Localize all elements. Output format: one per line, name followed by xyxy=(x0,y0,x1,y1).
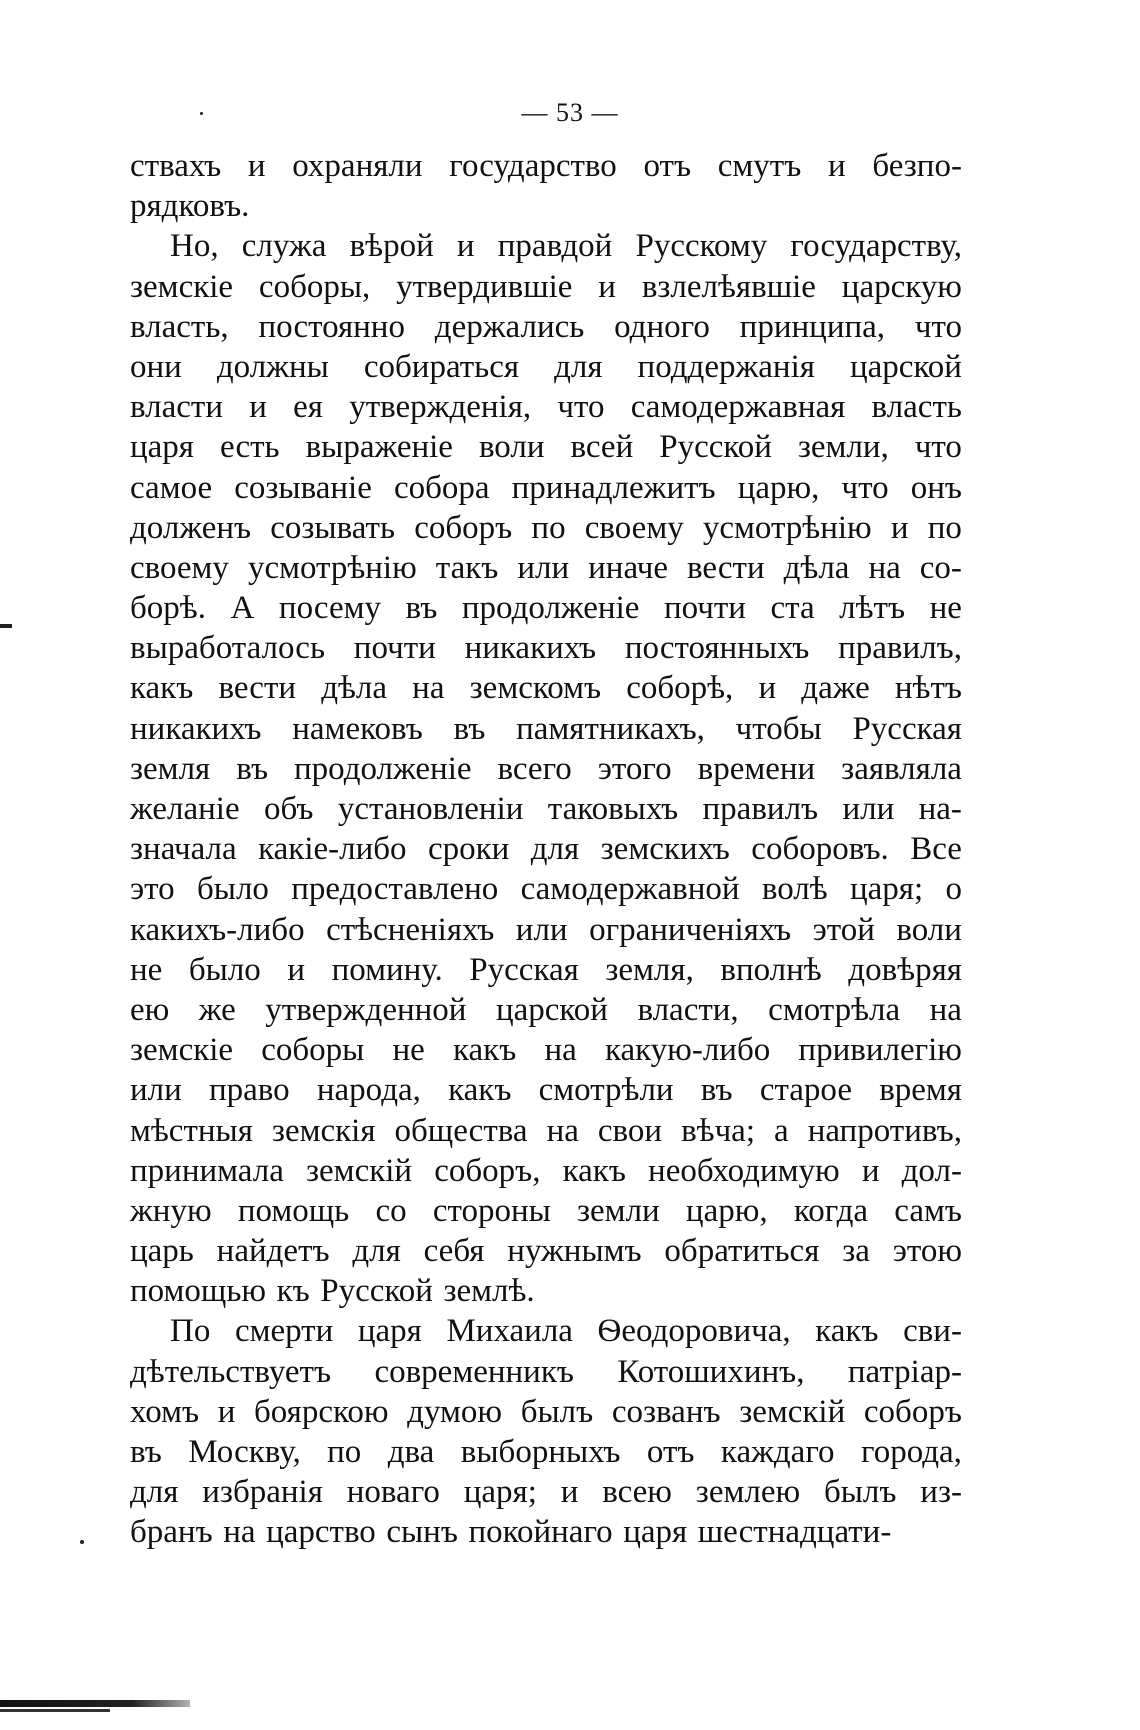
text-line: помощью къ Русской землѣ. xyxy=(130,1273,535,1310)
text-line: не было и помину. Русская земля, вполнѣ довѣряя xyxy=(130,951,962,988)
text-line: желаніе объ установленіи таковыхъ правилъ или на- xyxy=(130,791,962,827)
text-line: ствахъ и охраняли государство отъ смутъ и безпо- xyxy=(130,148,962,184)
text-line: Но, служа вѣрой и правдой Русскому государству, xyxy=(170,228,962,265)
text-line: выработалось почти никакихъ постоянныхъ правилъ, xyxy=(130,630,962,667)
text-line: это было предоставлено самодержавной волѣ царя; о xyxy=(130,871,962,908)
text-line: власть, постоянно держались одного принципа, что xyxy=(130,308,962,345)
text-line: самое созываніе собора принадлежитъ царю, что онъ xyxy=(130,469,962,506)
page-number: — 53 — xyxy=(521,98,619,127)
text-line: земскіе соборы не какъ на какую-либо привилегію xyxy=(130,1032,962,1069)
text-line: хомъ и боярскою думою былъ созванъ земскій соборъ xyxy=(130,1393,962,1430)
text-line: въ Москву, по два выборныхъ отъ каждаго города, xyxy=(130,1434,962,1470)
text-line: царя есть выраженіе воли всей Русской земли, что xyxy=(130,429,962,466)
text-line: жную помощь со стороны земли царю, когда самъ xyxy=(130,1192,962,1229)
text-line: какихъ-либо стѣсненіяхъ или ограниченіяхъ этой воли xyxy=(130,911,962,948)
text-line: рядковъ. xyxy=(130,188,250,225)
scan-edge-shadow xyxy=(0,1709,110,1712)
text-line: они должны собираться для поддержанія царской xyxy=(130,348,962,385)
paragraph xyxy=(130,146,962,226)
scan-mark xyxy=(0,624,12,628)
paragraph xyxy=(130,226,962,1311)
text-line: земскіе соборы, утвердившіе и взлелѣявшіе царскую xyxy=(130,268,962,305)
text-line: для избранія новаго царя; и всею землею былъ из- xyxy=(130,1474,962,1511)
body-text xyxy=(130,146,962,1553)
text-line: долженъ созывать соборъ по своему усмотрѣнію и по xyxy=(130,509,962,546)
text-line: дѣтельствуетъ современникъ Котошихинъ, патріар- xyxy=(130,1353,962,1390)
text-line: борѣ. А посему въ продолженіе почти ста лѣтъ не xyxy=(130,590,962,627)
text-line: По смерти царя Михаила Ѳеодоровича, какъ сви- xyxy=(170,1313,962,1350)
text-line: земля въ продолженіе всего этого времени заявляла xyxy=(130,750,962,787)
paragraph xyxy=(130,1311,962,1552)
text-line: царь найдетъ для себя нужнымъ обратиться за этою xyxy=(130,1233,962,1270)
text-line: никакихъ намековъ въ памятникахъ, чтобы Русская xyxy=(130,710,962,747)
text-line: мѣстныя земскія общества на свои вѣча; а напротивъ, xyxy=(130,1112,962,1149)
text-line: своему усмотрѣнію такъ или иначе вести дѣла на со- xyxy=(130,549,962,586)
text-line: бранъ на царство сынъ покойнаго царя шестнадцати- xyxy=(130,1514,892,1551)
text-line: значала какіе-либо сроки для земскихъ соборовъ. Все xyxy=(130,831,962,868)
text-line: какъ вести дѣла на земскомъ соборѣ, и даже нѣтъ xyxy=(130,670,962,707)
text-line: принимала земскій соборъ, какъ необходимую и дол- xyxy=(130,1152,962,1189)
scan-speck xyxy=(80,1540,84,1544)
text-line: власти и ея утвержденія, что самодержавная власть xyxy=(130,389,962,426)
text-line: ею же утвержденной царской власти, смотрѣла на xyxy=(130,991,962,1028)
scan-speck xyxy=(200,112,203,115)
scan-edge-shadow xyxy=(0,1700,190,1707)
text-line: или право народа, какъ смотрѣли въ старое время xyxy=(130,1072,962,1109)
